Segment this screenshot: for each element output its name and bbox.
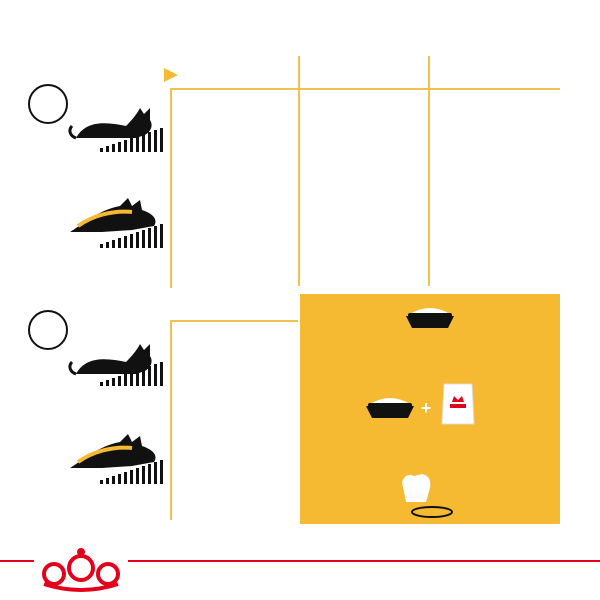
kcal-bars-icon xyxy=(60,128,170,154)
feeding-legend-panel xyxy=(300,294,560,524)
kcal-bars-icon xyxy=(60,224,170,250)
royal-canin-crown-icon xyxy=(34,540,128,596)
water-bowl-icon xyxy=(396,470,456,520)
kcal-bars-icon xyxy=(60,362,170,388)
bowl-icon xyxy=(364,392,416,422)
pouch-icon xyxy=(440,382,476,426)
bowl-icon xyxy=(404,302,456,332)
kcal-bars-icon xyxy=(60,460,170,486)
clock-24-icon xyxy=(28,310,68,350)
arrow-right-icon xyxy=(162,66,180,84)
clock-24-icon xyxy=(28,84,68,124)
plus-icon: + xyxy=(420,398,432,418)
